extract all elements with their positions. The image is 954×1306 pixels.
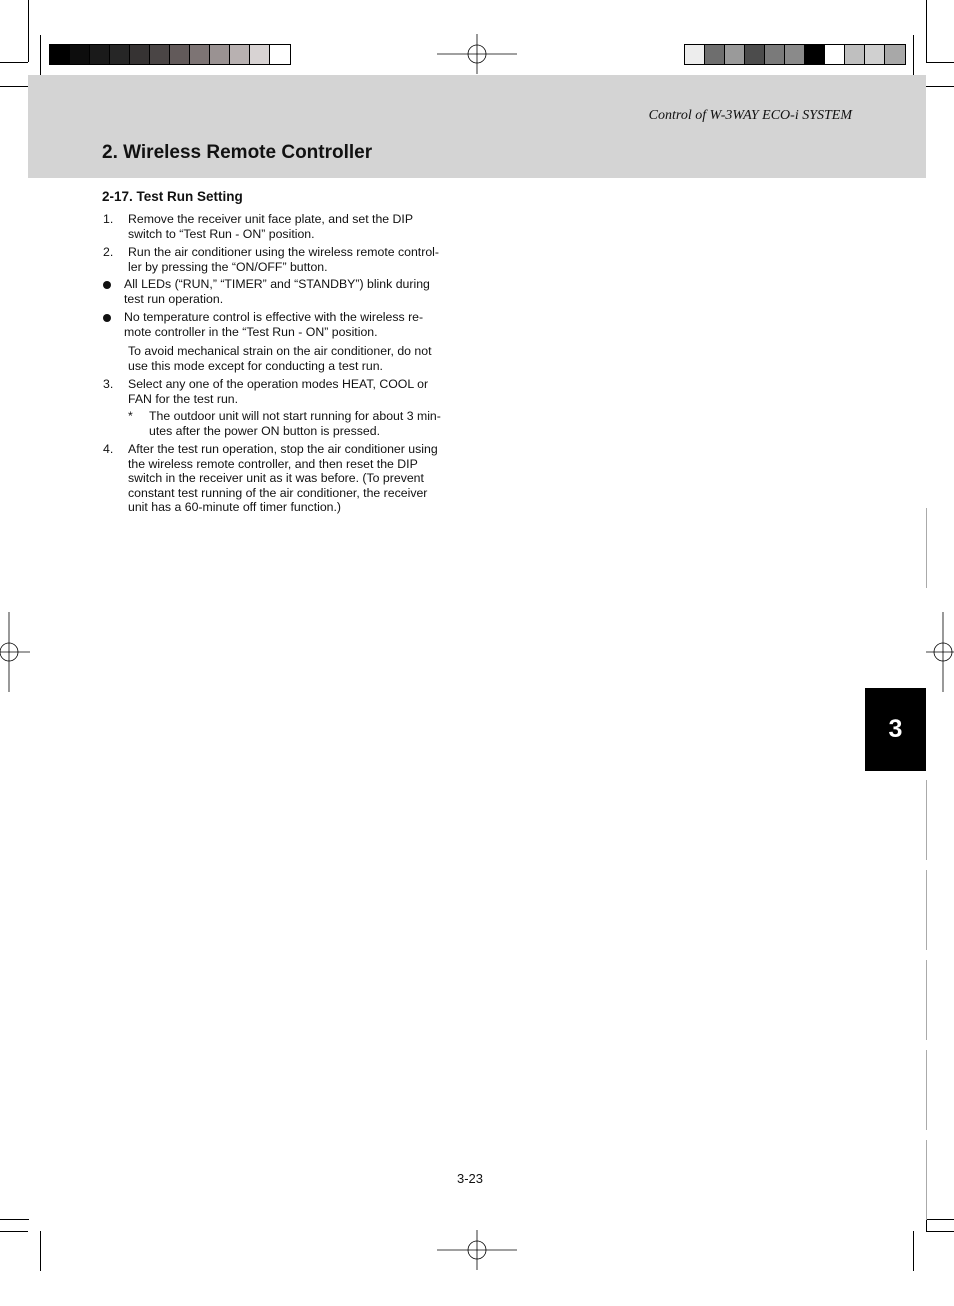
color-swatch [230,45,250,64]
chapter-tab: 3 [865,688,926,771]
text-line: Select any one of the operation modes HEAT, COOL or [128,377,429,391]
item-text [124,277,430,306]
edge-line [926,508,927,588]
color-swatch [705,45,725,64]
text-line: mote controller in the “Test Run - ON” position. [124,324,378,339]
registration-mark-left [0,612,30,692]
page-title: 2. Wireless Remote Controller [102,142,373,163]
text-line: switch in the receiver unit as it was before. (To prevent [128,471,424,486]
color-bar-right [684,44,906,65]
text-line: To avoid mechanical strain on the air conditioner, do not [128,344,432,358]
registration-mark-right [926,612,954,692]
item-text [149,409,441,438]
item-text [124,310,423,339]
edge-line [926,960,927,1040]
crop-mark [0,1219,28,1220]
color-swatch [150,45,170,64]
text-line: No temperature control is effective with the wireless re- [124,310,424,324]
edge-line [926,870,927,950]
text-line: FAN for the test run. [128,391,239,406]
color-bar-left [49,44,291,65]
registration-mark-bottom [437,1230,517,1270]
text-line: test run operation. [124,291,224,306]
color-swatch [685,45,705,64]
bullet-icon [103,281,111,289]
color-swatch [825,45,845,64]
text-line: Run the air conditioner using the wireless remote control- [128,245,439,259]
item-marker: 1. [103,212,114,226]
crop-mark [926,1219,954,1220]
color-swatch [50,45,70,64]
color-swatch [765,45,785,64]
page-number: 3-23 [457,1171,484,1186]
text-line: constant test running of the air conditioner, the receiver [128,485,428,500]
color-swatch [190,45,210,64]
item-marker: 4. [103,442,114,456]
asterisk-marker: * [128,409,133,423]
crop-mark [0,62,28,63]
note-text [128,344,432,373]
text-line: After the test run operation, stop the air conditioner using [128,442,438,456]
text-line: ler by pressing the “ON/OFF” button. [128,259,328,274]
crop-mark [40,1231,41,1271]
item-text [128,377,428,406]
text-line: utes after the power ON button is pressed. [149,423,381,438]
crop-mark [926,1231,954,1232]
text-line: Remove the receiver unit face plate, and set the DIP [128,212,414,226]
item-text [128,245,439,274]
crop-mark [28,1219,29,1220]
text-line: The outdoor unit will not start running for about 3 min- [149,409,441,423]
color-swatch [90,45,110,64]
section-title: 2-17. Test Run Setting [102,189,243,204]
color-swatch [130,45,150,64]
color-swatch [865,45,885,64]
text-line: use this mode except for conducting a test run. [128,358,383,373]
text-line: switch to “Test Run - ON” position. [128,226,315,241]
item-text [128,212,413,241]
edge-line [926,780,927,860]
crop-mark [0,86,28,87]
item-marker: 2. [103,245,114,259]
color-swatch [110,45,130,64]
color-swatch [250,45,270,64]
color-swatch [745,45,765,64]
color-swatch [170,45,190,64]
text-line: the wireless remote controller, and then reset the DIP [128,456,418,471]
item-text [128,442,438,515]
edge-line [926,1050,927,1130]
color-swatch [725,45,745,64]
crop-mark [926,86,954,87]
running-head: Control of W-3WAY ECO-i SYSTEM [648,108,852,123]
crop-mark [913,1231,914,1271]
color-swatch [805,45,825,64]
registration-mark-top [437,34,517,74]
color-swatch [885,45,905,64]
bullet-icon [103,314,111,322]
color-swatch [70,45,90,64]
crop-mark [926,0,927,62]
color-swatch [845,45,865,64]
color-swatch [270,45,290,64]
crop-mark [926,1219,927,1231]
edge-line [926,1140,927,1220]
crop-mark [28,0,29,62]
text-line: All LEDs (“RUN,” “TIMER” and “STANDBY”) blink during [124,277,430,291]
color-swatch [785,45,805,64]
crop-mark [0,1231,28,1232]
crop-mark [926,62,954,63]
text-line: unit has a 60-minute off timer function.) [128,500,342,515]
item-marker: 3. [103,377,114,391]
color-swatch [210,45,230,64]
